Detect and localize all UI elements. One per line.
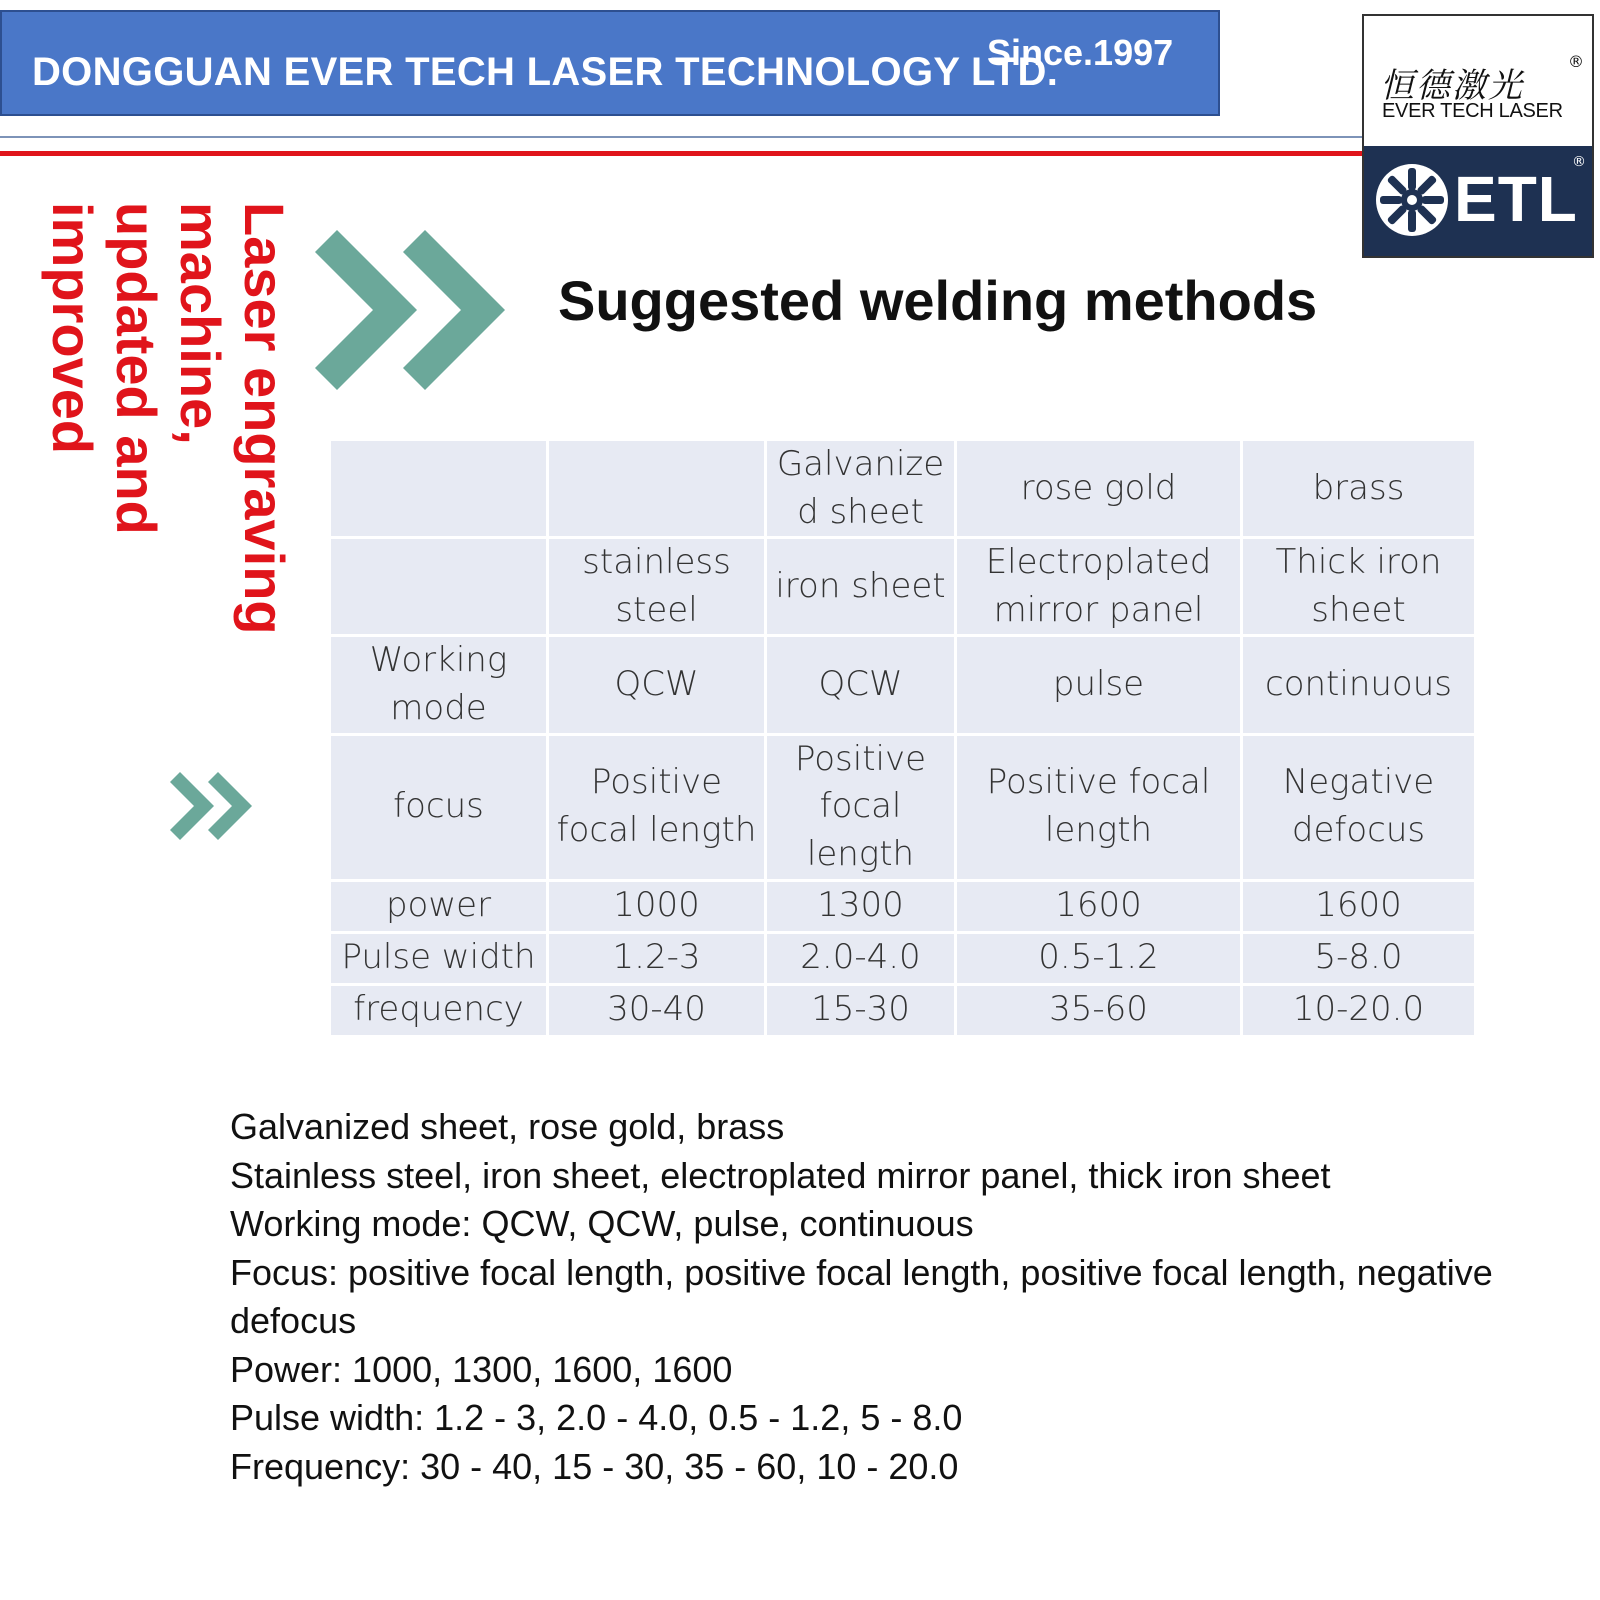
note-line: Frequency: 30 - 40, 15 - 30, 35 - 60, 10 - 20.0 (230, 1445, 959, 1487)
table-cell: Electroplated mirror panel (956, 538, 1242, 636)
table-cell: 1600 (956, 880, 1242, 932)
since-label: Since.1997 (987, 32, 1174, 73)
registered-mark: ® (1568, 52, 1584, 71)
header-divider-red (0, 151, 1362, 156)
table-cell: continuous (1242, 636, 1476, 734)
table-cell: 5-8.0 (1242, 932, 1476, 984)
table-cell: 10-20.0 (1242, 984, 1476, 1036)
table-cell (548, 440, 766, 538)
table-cell: Positive focal length (548, 734, 766, 880)
table-cell: Negative defocus (1242, 734, 1476, 880)
note-line: Stainless steel, iron sheet, electroplated mirror panel, thick iron sheet (230, 1154, 1331, 1196)
table-cell: 15-30 (766, 984, 956, 1036)
table-cell (330, 440, 548, 538)
row-header-power: power (330, 880, 548, 932)
note-line: Pulse width: 1.2 - 3, 2.0 - 4.0, 0.5 - 1.2, 5 - 8.0 (230, 1397, 963, 1438)
table-cell: 30-40 (548, 984, 766, 1036)
row-header-working-mode: Working mode (330, 636, 548, 734)
table-cell: Positive focal length (956, 734, 1242, 880)
logo-dark-band (1364, 146, 1592, 256)
asterisk-star-icon (1374, 162, 1450, 238)
table-cell: brass (1242, 440, 1476, 538)
table-cell: stainless steel (548, 538, 766, 636)
row-header-pulse-width: Pulse width (330, 932, 548, 984)
note-line: Focus: positive focal length, positive focal length, positive focal length, negative defocus (230, 1251, 1493, 1341)
table-cell: 1.2-3 (548, 932, 766, 984)
logo-abbr: ETL (1454, 163, 1578, 235)
table-cell: 1300 (766, 880, 956, 932)
table-row (330, 880, 1476, 932)
row-header-focus: focus (330, 734, 548, 880)
table-cell: iron sheet (766, 538, 956, 636)
table-row (330, 538, 1476, 636)
table-cell: Positive focal length (766, 734, 956, 880)
table-cell: Thick iron sheet (1242, 538, 1476, 636)
table-cell: rose gold (956, 440, 1242, 538)
table-cell: 1000 (548, 880, 766, 932)
company-name: DONGGUAN EVER TECH LASER TECHNOLOGY LTD. (32, 50, 1059, 94)
side-text-line-3: updated and (105, 202, 168, 535)
side-text-line-4: improved (41, 202, 104, 455)
table-cell: 35-60 (956, 984, 1242, 1036)
header-divider-thin (0, 136, 1362, 138)
table-cell: Galvanized sheet (766, 440, 956, 538)
table-row (330, 932, 1476, 984)
header-banner (0, 10, 1220, 116)
registered-mark-small: ® (1572, 154, 1586, 170)
table-row (330, 984, 1476, 1036)
logo-english-text: EVER TECH LASER (1382, 100, 1563, 122)
welding-methods-table (328, 438, 1477, 1038)
note-line: Working mode: QCW, QCW, pulse, continuous (230, 1203, 974, 1244)
table-cell: 1600 (1242, 880, 1476, 932)
row-header-frequency: frequency (330, 984, 548, 1036)
table-row (330, 440, 1476, 538)
logo-chinese-text: 恒德激光 (1380, 66, 1524, 106)
table-cell (330, 538, 548, 636)
side-text-line-2: machine, (169, 202, 232, 445)
company-logo (1362, 14, 1594, 258)
note-line: Galvanized sheet, rose gold, brass (230, 1106, 785, 1147)
double-chevron-right-icon (315, 230, 525, 390)
table-cell: QCW (548, 636, 766, 734)
table-cell: pulse (956, 636, 1242, 734)
double-chevron-right-icon (170, 772, 256, 840)
note-line: Power: 1000, 1300, 1600, 1600 (230, 1348, 733, 1390)
table-cell: 2.0-4.0 (766, 932, 956, 984)
side-text-line-1: Laser engraving (233, 202, 296, 635)
table-row (330, 734, 1476, 880)
notes-block (230, 1103, 1520, 1491)
table-cell: QCW (766, 636, 956, 734)
page-title: Suggested welding methods (558, 269, 1318, 332)
table-cell: 0.5-1.2 (956, 932, 1242, 984)
table-row (330, 636, 1476, 734)
